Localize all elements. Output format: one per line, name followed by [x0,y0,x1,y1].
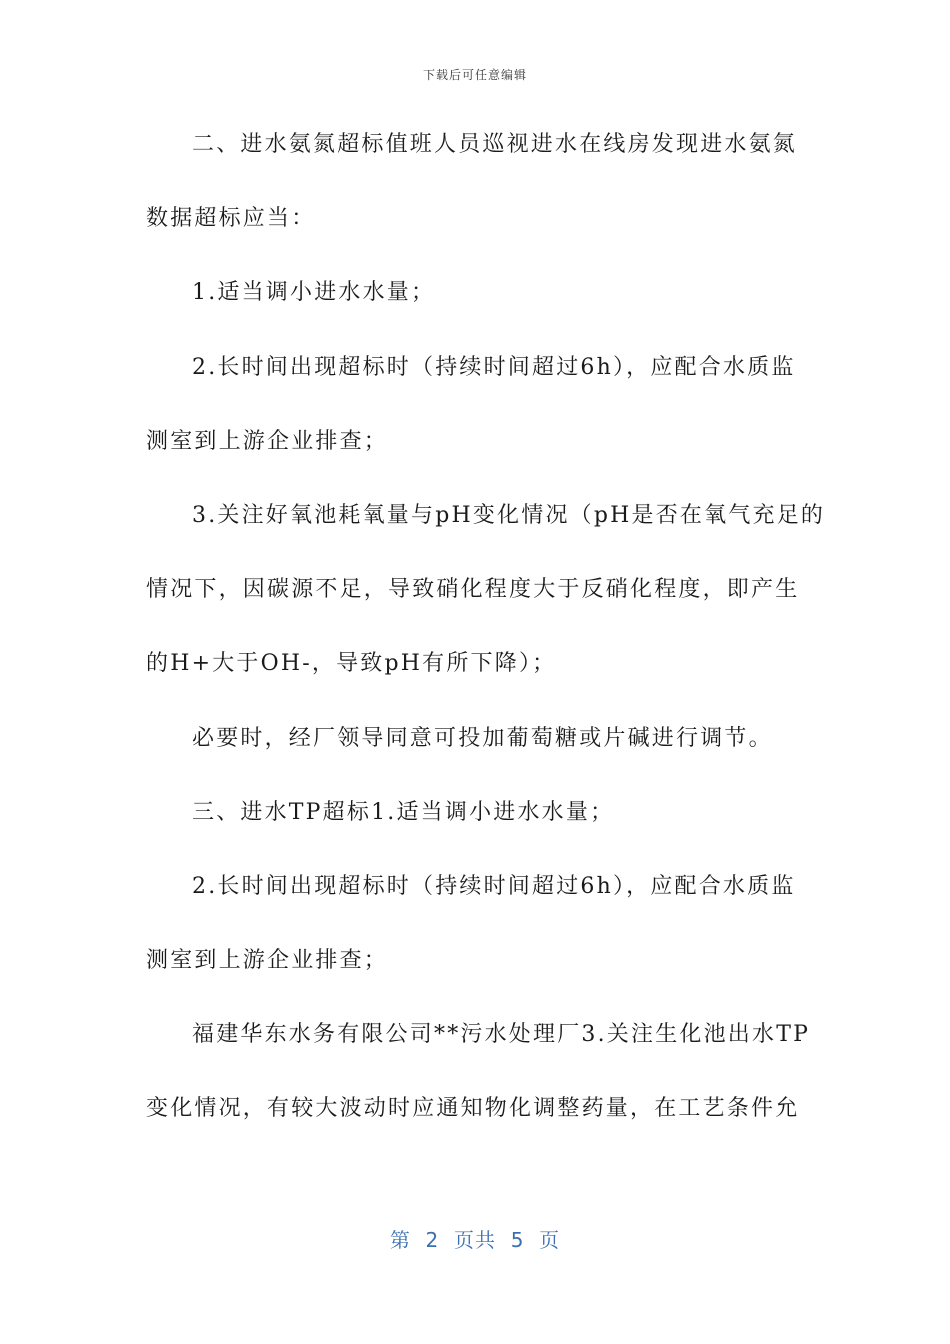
paragraph-line: 变化情况，有较大波动时应通知物化调整药量，在工艺条件允 [146,1096,800,1122]
paragraph-line: 测室到上游企业排查； [146,948,389,974]
paragraph-line: 三、进水TP超标1.适当调小进水水量； [192,799,615,825]
paragraph-line: 数据超标应当： [146,206,316,232]
paragraph-line: 二、进水氨氮超标值班人员巡视进水在线房发现进水氨氮 [192,132,798,157]
paragraph-line: 2.长时间出现超标时（持续时间超过6h），应配合水质监 [192,354,796,380]
paragraph-line: 的H+大于OH-，导致pH有所下降）； [146,651,557,677]
paragraph-line: 1.适当调小进水水量； [192,280,436,306]
download-note: 下载后可任意编辑 [422,68,527,82]
paragraph-line: 必要时，经厂领导同意可投加葡萄糖或片碱进行调节。 [192,725,773,751]
paragraph-line: 3.关注好氧池耗氧量与pH变化情况（pH是否在氧气充足的 [192,502,826,528]
paragraph-line: 福建华东水务有限公司**污水处理厂3.关注生化池出水TP [192,1022,811,1048]
paragraph-line: 测室到上游企业排查； [146,428,389,454]
body-text [146,108,826,1147]
paragraph-line: 2.长时间出现超标时（持续时间超过6h），应配合水质监 [192,873,796,899]
page-number: 第 2 页共 5 页 [389,1228,561,1252]
paragraph-line: 情况下，因碳源不足，导致硝化程度大于反硝化程度，即产生 [146,577,800,603]
